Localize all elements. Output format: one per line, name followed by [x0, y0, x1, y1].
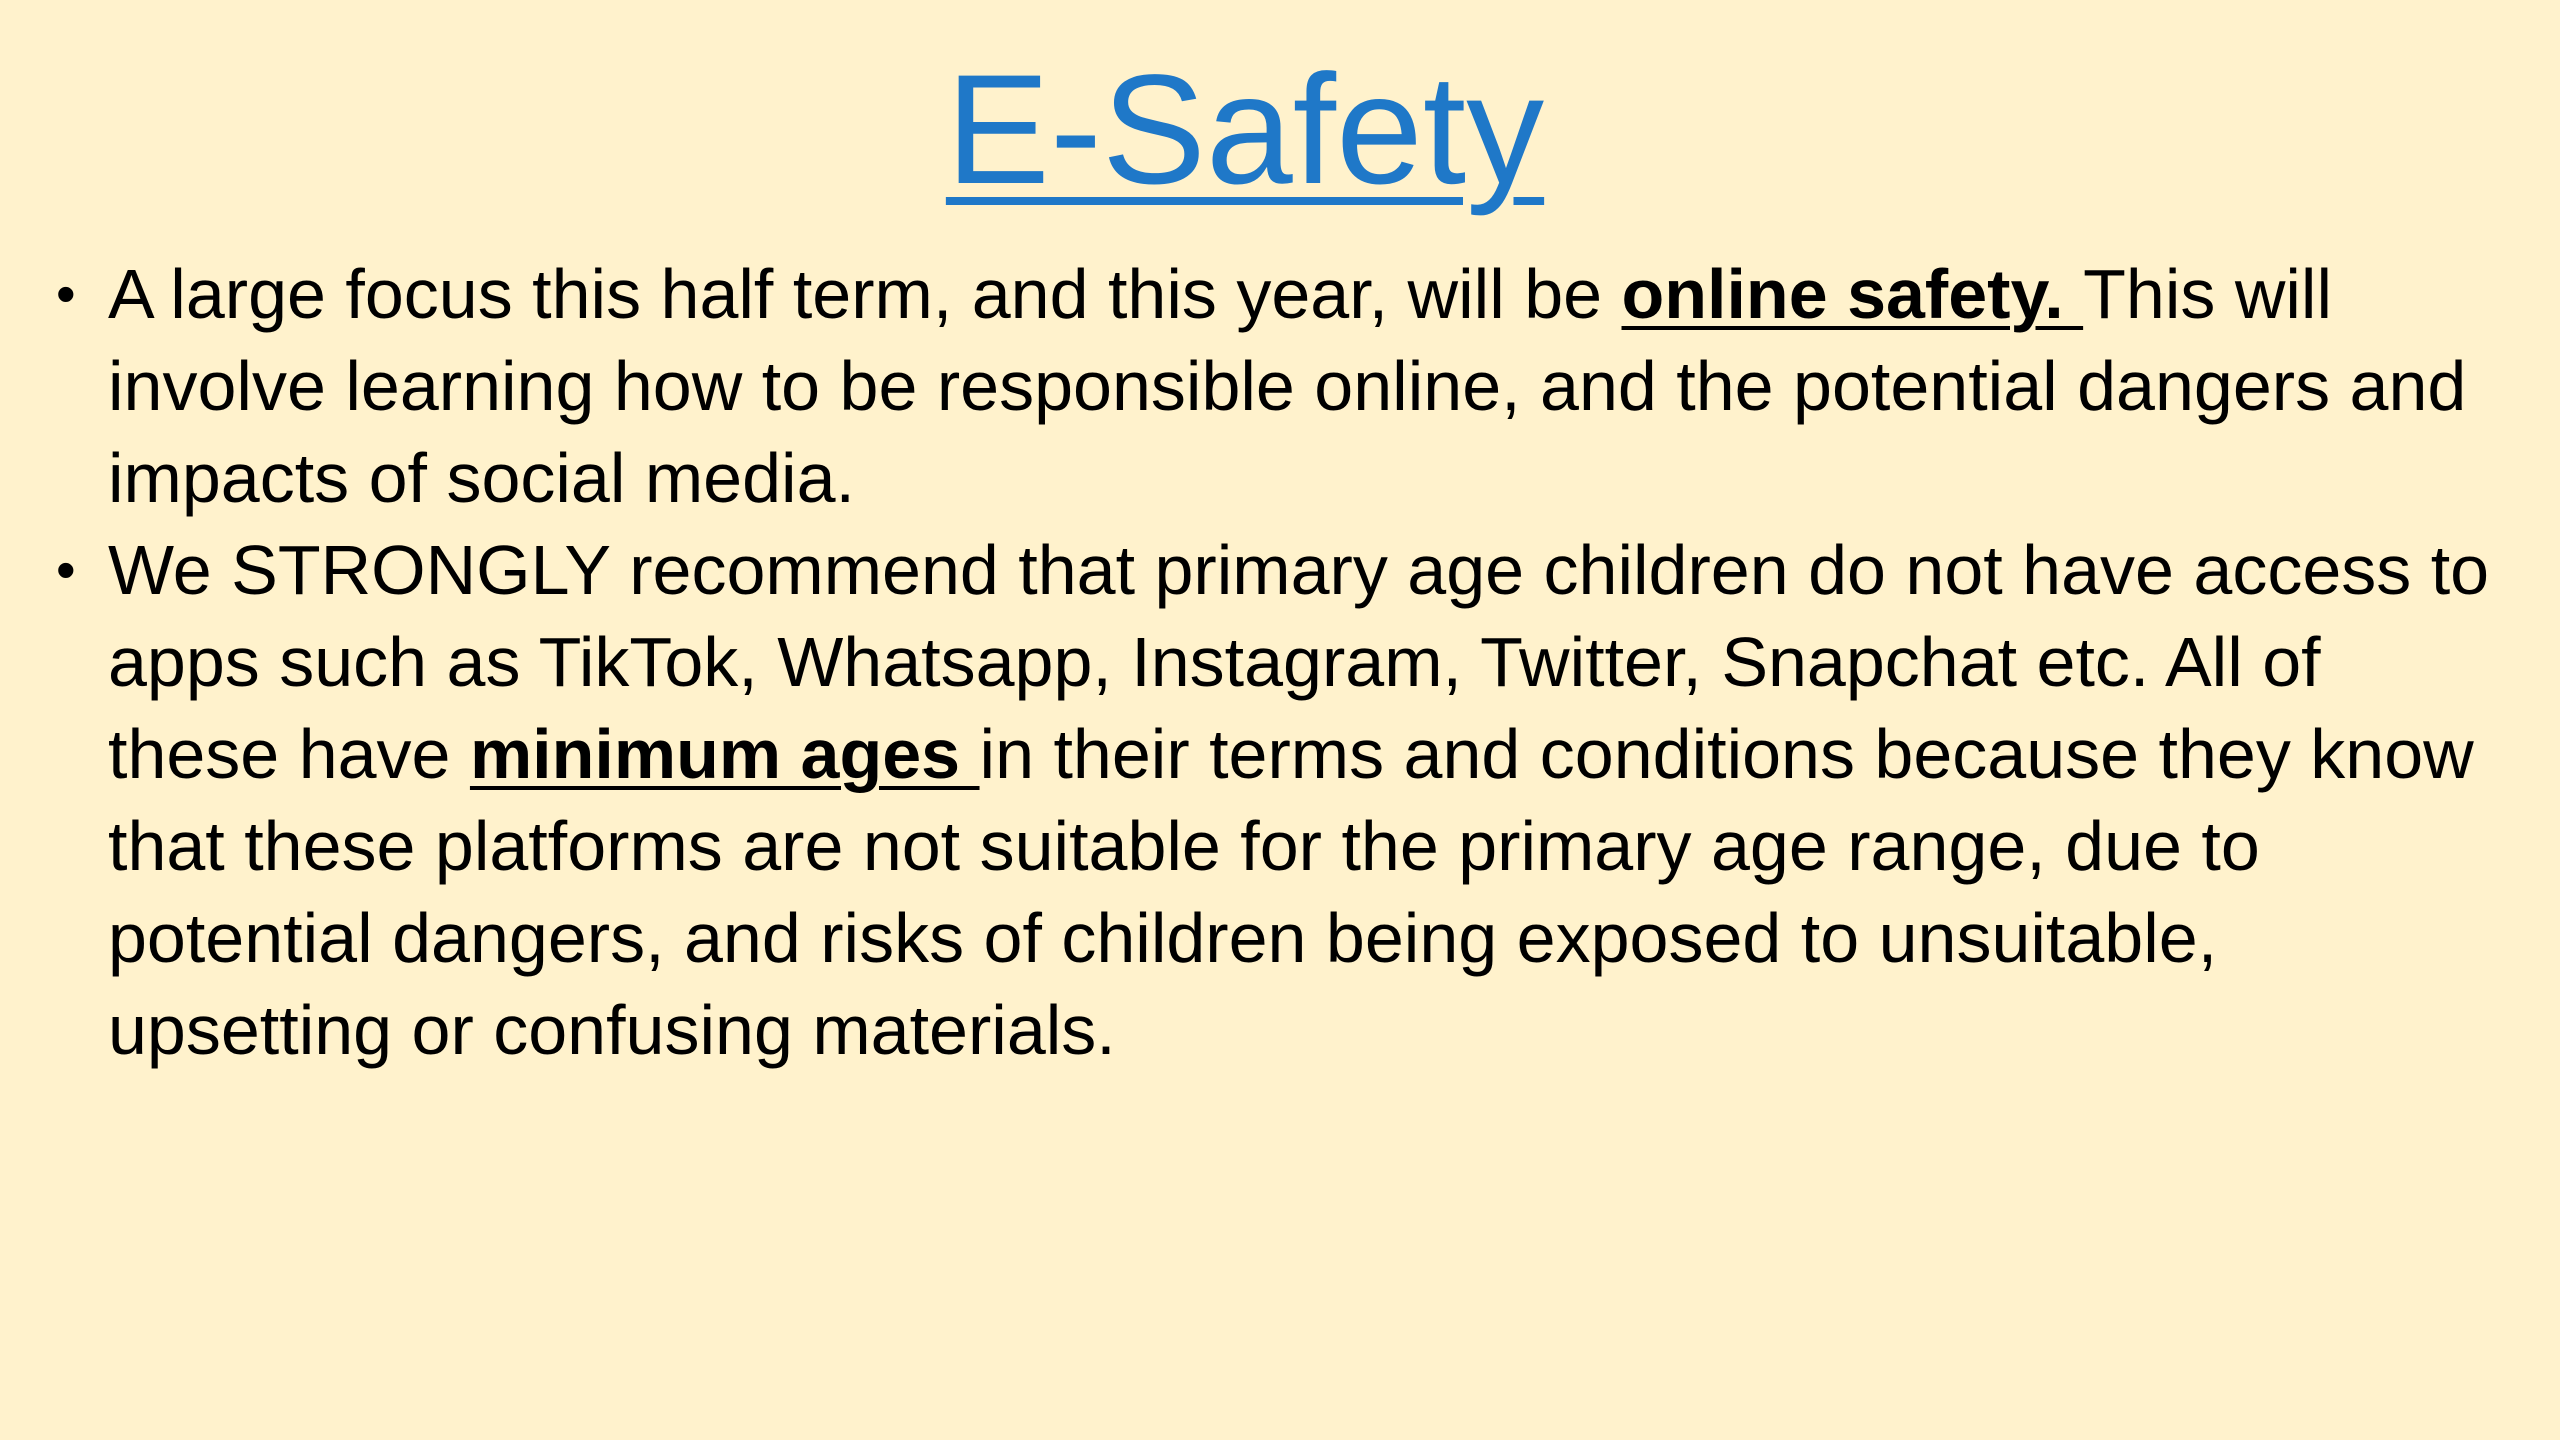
bullet-item-minimum-ages — [56, 524, 2496, 1076]
bullet-text-after: in their terms and conditions because they know that these platforms are not suitable for the primary age range, due to potential dangers, and risks of children being exposed to unsuitable, upsetting or confusing materials. — [108, 715, 2474, 1069]
bullet-dot-icon: • — [56, 262, 76, 325]
bullet-text-before: We STRONGLY recommend that primary age children do not have access to apps such as TikTok, Whatsapp, Instagram, Twitter, Snapchat etc. All of these have — [108, 531, 2490, 793]
slide-title: E-Safety — [945, 43, 1545, 217]
bullet-emphasis-minimum-ages: minimum ages — [469, 715, 980, 793]
bullet-list — [56, 248, 2496, 1076]
bullet-emphasis-online-safety: online safety. — [1621, 255, 2084, 333]
bullet-text-after: This will involve learning how to be responsible online, and the potential dangers and impacts of social media. — [108, 255, 2467, 517]
bullet-item-online-safety — [56, 248, 2496, 524]
bullet-text-before: A large focus this half term, and this year, will be — [108, 255, 1622, 333]
bullet-dot-icon: • — [56, 538, 76, 601]
